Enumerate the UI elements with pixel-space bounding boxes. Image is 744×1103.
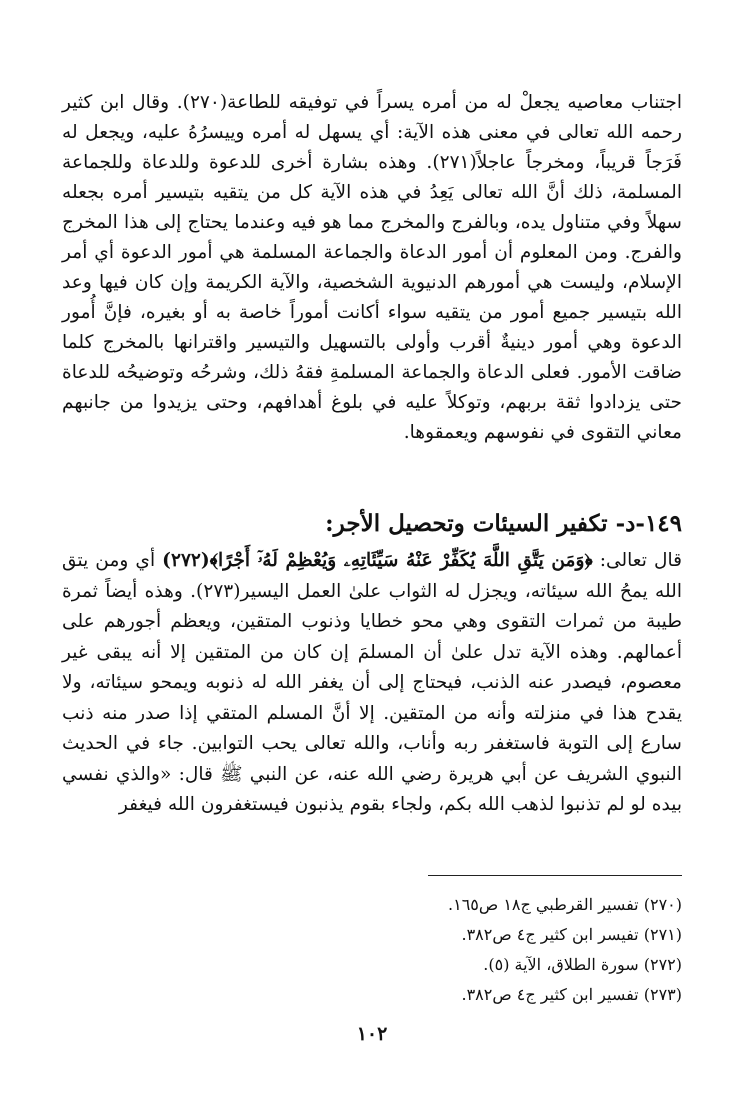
paragraph-2-intro: قال تعالى: — [592, 550, 683, 571]
footnote-item: (٢٧٣) تفسير ابن كثير ج٤ ص٣٨٢. — [461, 985, 682, 1004]
footnote-item: (٢٧٢) سورة الطلاق، الآية (٥). — [483, 955, 682, 974]
paragraph-1: اجتناب معاصيه يجعلْ له من أمره يسراً في توفيقه للطاعة(٢٧٠). وقال ابن كثير رحمه الله تعالى في معنى هذه الآية: أي يسهل له أمره وييسرُهُ عليه، ويجعل له فَرَجاً قريباً، ومخرجاً عاجلاً(٢٧١). وهذه بشارة أخرى للدعوة وللدعاة وللجماعة المسلمة، ذلك أنَّ الله تعالى يَعِدُ في هذه الآية كل من يتقيه بتيسير أمره بجعله سهلاً وفي متناول يده، وبالفرج والمخرج مما هو فيه وعندما يحتاج إلى هذا المخرج والفرج. ومن المعلوم أن أمور الدعاة والجماعة المسلمة هي أمور الدعوة أي أمر الإسلام، وليست هي أمورهم الدنيوية الشخصية، والآية الكريمة وإن كان فيها وعد الله بتيسير جميع أمور من يتقيه سواء أكانت أموراً خاصة به أو بغيره، فإنَّ أُمور الدعوة وهي أمور دينيةٌ أقرب وأولى بالتسهيل والتيسير واقترانها بالمخرج كلما ضاقت الأمور. فعلى الدعاة والجماعة المسلمةِ فقهُ ذلك، وشرحُه وتوضيحُه للدعاة حتى يزدادوا ثقة بربهم، وتوكلاً عليه في بلوغ أهدافهم، وحتى يزيدوا من جانبهم معاني التقوى في نفوسهم ويعمقوها. — [62, 92, 682, 443]
paragraph-2-body: أي ومن يتق الله يمحُ الله سيئاته، ويجزل له الثواب علىٰ العمل اليسير(٢٧٣). وهذه أيضاً ثمرة طيبة من ثمرات التقوى وهي محو خطايا وذنوب المتقين، ويعظم أجورهم على أعمالهم. وهذه الآية تدل علىٰ أن المسلمَ إن كان من المتقين إلا أنه يبقى غير معصوم، فيصدر عنه الذنب، فيحتاج إلى أن يغفر الله له ذنوبه ويمحو سيئاته، ولا يقدح هذا في منزلته وأنه من المتقين. إلا أنَّ المسلم المتقي إذا صدر منه ذنب سارع إلى التوبة فاستغفر ربه وأناب، والله تعالى يحب التوابين. جاء في الحديث النبوي الشريف عن أبي هريرة رضي الله عنه، عن النبي ﷺ قال: «والذي نفسي بيده لو لم تذنبوا لذهب الله بكم، ولجاء بقوم يذنبون فيستغفرون الله فيغفر — [62, 550, 682, 815]
footnote-item: (٢٧١) تفيسر ابن كثير ج٤ ص٣٨٢. — [461, 925, 682, 944]
footnote-item: (٢٧٠) تفسير القرطبي ج١٨ ص١٦٥. — [448, 895, 682, 914]
section-heading: ١٤٩-د- تكفير السيئات وتحصيل الأجر: — [325, 510, 682, 537]
paragraph-2 — [62, 546, 682, 821]
footnotes-list — [330, 890, 682, 1010]
footnote-divider — [428, 875, 682, 876]
quran-verse: ﴿وَمَن يَتَّقِ اللَّهَ يُكَفِّرْ عَنْهُ سَيِّئَاتِهِۦ وَيُعْظِمْ لَهُۥٓ أَجْرًا﴾(٢٧٢) — [162, 550, 593, 571]
page-number: ١٠٢ — [356, 1023, 388, 1045]
